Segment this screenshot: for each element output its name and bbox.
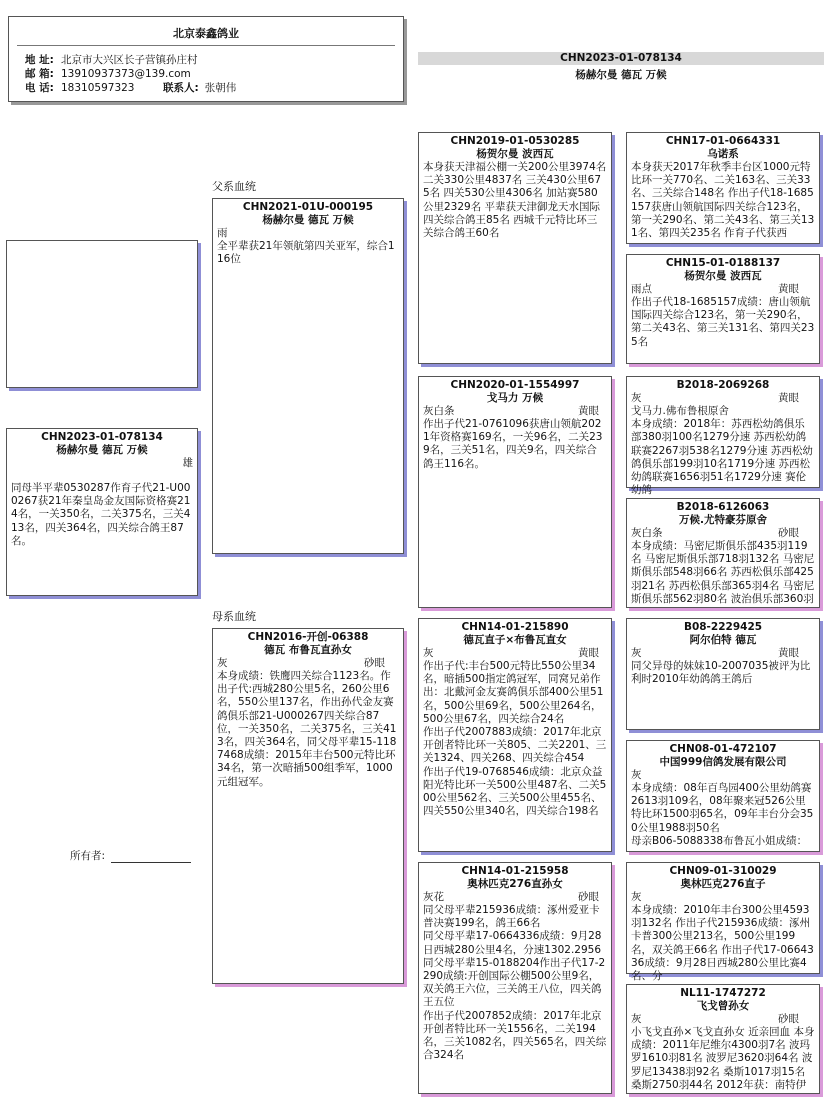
ring-number: CHN14-01-215958 [461,865,569,877]
sire-dam-card [418,376,612,608]
eye: 砂眼 [364,657,385,669]
owner-blank-line [111,862,191,863]
color: 灰 [631,392,642,404]
description: 作出子代18-1685157成绩：唐山领航国际四关综合123名，第一关290名，第二关43名、第三关131名、第四关235名 [631,296,815,348]
description: 戈马力.佛布鲁根原舍 本身成绩：2018年：苏西松幼鸽俱乐部380羽100名1279分速 苏西松幼鸽联赛2267羽538名1279分速 苏西松幼鸽俱乐部199羽10名1719分速 苏西松幼鸽联赛1656羽51名1729分速 赛伦幼鸽 [631,405,813,497]
sire-card [212,198,404,554]
pigeon-name: 阿尔伯特 德瓦 [689,634,757,646]
description: 本身成绩：马密尼斯俱乐部435羽119名 马密尼斯俱乐部718羽132名 马密尼斯俱乐部548羽66名 苏西松俱乐部425羽21名 苏西松俱乐部365羽4名 马密尼斯俱乐部562羽80名 波治俱乐部360羽 [631,540,815,605]
dam-dam-card [418,862,612,1094]
email-value[interactable]: 13910937373@139.com [61,68,191,80]
description: 本身成绩：08年百鸟园400公里幼鸽赛2613羽109名，08年聚来冠526公里特比环1500羽65名，09年丰台分会350公里1988羽50名 母亲B06-5088338布鲁瓦小姐成绩： [631,782,814,847]
color: 灰 [631,769,642,781]
pigeon-name: 万候.尤特豪芬原舍 [679,514,767,526]
ring-number: CHN2023-01-078134 [41,431,163,443]
sss-card [626,132,820,244]
pigeon-name: 戈马力 万候 [486,392,544,404]
description: 作出子代:丰台500元特比550公里34名，暗插500指定鸽冠军，同窝兄弟作出：北戴河金友赛鸽俱乐部400公里51名，500公里69名，500公里264名，500公里67名，四关综合24名 作出子代2007883成绩：2017年北京开创者特比环一关805、二关2201、三关1324、四关268、四关综合454 作出子代19-0768546成绩：北京众益阳光特比环一关500公里487名、二关500公里562名、三关500公里455名、四关550公里340名，四关综合198名 [423,660,607,818]
phone-label: 电 话: [25,82,54,94]
pigeon-name: 奥林匹克276直孙女 [467,878,563,890]
contact-label: 联系人: [163,82,199,94]
top-name: 杨赫尔曼 德瓦 万候 [575,69,667,81]
eye: 黄眼 [778,283,799,295]
description: 同父异母的妹妹10-2007035被评为比利时2010年幼鸽鸽王鸽后 [631,660,811,686]
pigeon-name: 飞戈曾孙女 [696,1000,750,1012]
sire-sire-card [418,132,612,364]
pigeon-name: 杨赫尔曼 德瓦 万候 [56,444,148,456]
description: 全平辈获21年领航第四关亚军，综合116位 [217,240,395,266]
dam-card [212,628,404,984]
sex: 雄 [182,457,193,469]
ring-number: B2018-6126063 [676,501,770,513]
breeder-info-box [8,16,404,102]
color: 灰 [631,891,642,903]
pigeon-name: 中国999信鸽发展有限公司 [659,756,787,768]
ring-number: CHN2021-01U-000195 [242,201,374,213]
eye: 砂眼 [778,527,799,539]
sdd-card [626,498,820,608]
color: 灰 [217,657,228,669]
phone-value: 18310597323 [61,82,135,94]
dss-card [626,618,820,730]
pigeon-name: 杨贺尔曼 波西瓦 [476,148,554,160]
address-value: 北京市大兴区长子营镇孙庄村 [61,54,198,66]
breeder-title: 北京泰鑫鸽业 [173,27,239,40]
address-label: 地 址: [25,54,54,66]
ddd-card [626,984,820,1094]
dsd-card [626,740,820,852]
dam-sire-card [418,618,612,852]
color: 灰 [631,647,642,659]
description: 同父母平辈215936成绩：涿州爱亚卡普决赛199名，鸽王66名 同父母平辈17-0664336成绩：9月28日西城280公里4名，分速1302.2956 同父母平辈15-0188204作出子代17-2290成绩:开创国际公棚500公里9名，双关鸽王六位，三关鸽王八位，四关鸽王五位 作出子代2007852成绩：2017年北京开创者特比环一关1556名，二关194名，三关1082名，四关565名，四关综合324名 [423,904,607,1062]
ssd-card [626,254,820,364]
ring-number: NL11-1747272 [680,987,766,999]
color: 雨点 [631,283,652,295]
description: 小飞戈直孙×飞戈直孙女 近亲回血 本身成绩：2011年尼维尔4300羽7名 波玛罗1610羽81名 波罗尼3620羽64名 波罗尼13438羽92名 桑斯1017羽15名 桑斯2750羽44名 2012年获：南特伊 [631,1026,815,1091]
contact-value: 张朝伟 [204,82,237,94]
owner-field [70,848,191,863]
pigeon-name: 杨贺尔曼 波西瓦 [684,270,762,282]
eye: 黄眼 [778,647,799,659]
subject-card [6,428,198,596]
ring-number: CHN09-01-310029 [669,865,777,877]
email-label: 邮 箱: [25,68,54,80]
pigeon-name: 乌诺系 [707,148,739,160]
ring-number: B2018-2069268 [676,379,770,391]
ring-number: CHN2020-01-1554997 [450,379,580,391]
pigeon-name: 德瓦 布鲁瓦直孙女 [264,644,352,656]
pigeon-name: 奥林匹克276直子 [680,878,766,890]
eye: 黄眼 [778,392,799,404]
description: 本身获天津福公棚一关200公里3974名 二关330公里4837名 三关430公里675名 四关530公里4306名 加站赛580公里2329名 平辈获天津御龙天水国际四关综合鸽王85名 西城千元特比环三关综合鸽王60名 [423,161,610,240]
ring-number: CHN14-01-215890 [461,621,569,633]
ring-number: B08-2229425 [683,621,763,633]
color: 灰 [631,1013,642,1025]
pigeon-photo [6,240,198,388]
divider [17,45,395,46]
description: 同母半平辈0530287作育子代21-U000267获21年秦皇岛金友国际资格赛214名，一关350名，二关375名，三关413名，四关364名，四关综合鸽王87名。 [11,482,191,547]
color: 灰 [423,647,434,659]
description: 本身获天2017年秋季丰台区1000元特比环一关770名、二关163名、三关33名、三关综合148名 作出子代18-1685157获唐山领航国际四关综合123名，第一关290名、第二关43名、第三关131名、第四关235名 作育子代获西 [631,161,815,240]
pigeon-name: 杨赫尔曼 德瓦 万候 [262,214,354,226]
color: 灰白条 [631,527,663,539]
dds-card [626,862,820,983]
eye: 黄眼 [578,405,599,417]
owner-label: 所有者: [70,850,106,862]
eye: 黄眼 [578,647,599,659]
sire-section-label: 父系血统 [212,180,256,193]
top-ring: CHN2023-01-078134 [560,52,682,64]
color: 灰白条 [423,405,455,417]
breeder-contact-rows [25,53,236,95]
description: 作出子代21-0761096获唐山领航2021年资格赛169名，一关96名，二关239名，三关51名，四关9名，四关综合鸽王116名。 [423,418,603,470]
eye: 砂眼 [578,891,599,903]
ring-number: CHN15-01-0188137 [665,257,781,269]
dam-section-label: 母系血统 [212,610,256,623]
ring-number: CHN2019-01-0530285 [450,135,580,147]
ring-number: CHN08-01-472107 [669,743,777,755]
description: 本身成绩：2010年丰台300公里4593羽132名 作出子代215936成绩：涿州卡普300公里213名，500公里199名，双关鸽王66名 作出子代17-0664336成绩：9月28日西城280公里比赛4名、分 [631,904,814,983]
color: 灰花 [423,891,444,903]
description: 本身成绩：铁鹰四关综合1123名。作出子代:西城280公里5名，260公里6名，550公里137名，作出孙代金友赛鸽俱乐部21-U000267四关综合87位，一关350名，二关375名，三关413名，四关364名，同父母平辈15-1187468成绩：2015年丰台500元特比环34名，第一次暗插500组季军，1000元组冠军。 [217,670,397,788]
color: 雨 [217,227,228,239]
eye: 砂眼 [778,1013,799,1025]
sds-card [626,376,820,497]
pigeon-name: 德瓦直子×布鲁瓦直女 [463,634,567,646]
ring-number: CHN17-01-0664331 [665,135,781,147]
ring-number: CHN2016-开创-06388 [247,631,369,643]
